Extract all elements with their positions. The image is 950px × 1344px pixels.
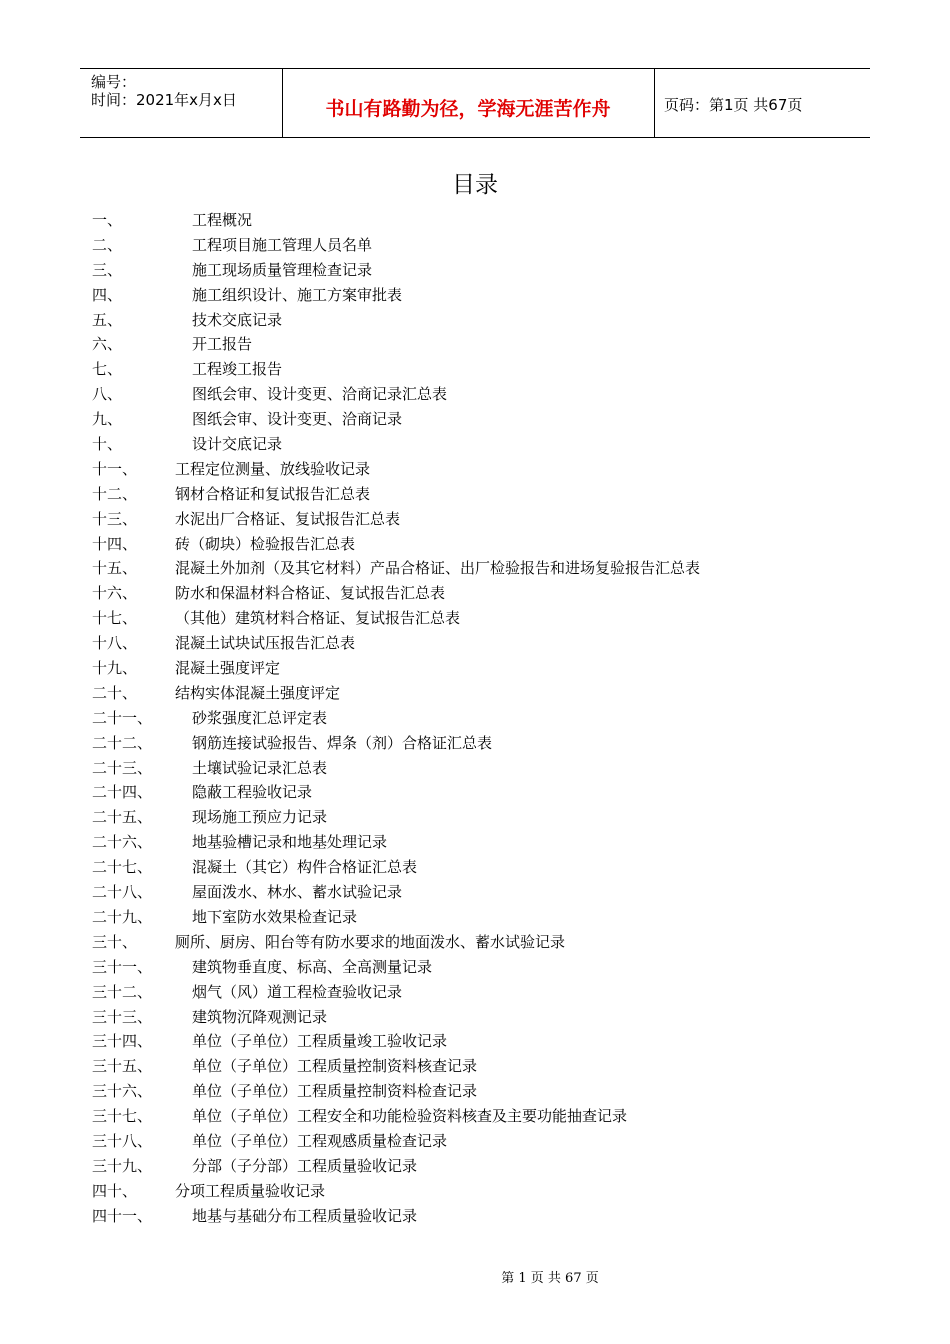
page-footer xyxy=(0,1267,950,1286)
toc-entry-number: 三十九、 xyxy=(92,1156,153,1175)
header-page-info: 页码：第1页 共67页 xyxy=(664,96,803,114)
toc-entry xyxy=(92,805,852,830)
toc-entry-number: 十五、 xyxy=(92,559,138,578)
toc-entry-number: 十九、 xyxy=(92,659,138,678)
toc-entry-number: 三十五、 xyxy=(92,1057,153,1076)
toc-entry-number: 二十七、 xyxy=(92,858,153,877)
toc-entry-number: 二十三、 xyxy=(92,758,153,777)
toc-entry xyxy=(92,233,852,258)
toc-entry-number: 三、 xyxy=(92,260,123,279)
footer-page-number: 第 1 页 共 67 页 xyxy=(501,1271,599,1286)
toc-entry-title: 建筑物沉降观测记录 xyxy=(192,1007,328,1026)
toc-entry-title: 防水和保温材料合格证、复试报告汇总表 xyxy=(175,584,446,603)
toc-entry xyxy=(92,556,852,581)
toc-entry-number: 十四、 xyxy=(92,534,138,553)
toc-entry-number: 三十八、 xyxy=(92,1131,153,1150)
toc-entry-number: 十七、 xyxy=(92,609,138,628)
toc-entry-number: 三十四、 xyxy=(92,1032,153,1051)
toc-entry xyxy=(92,830,852,855)
toc-entry-number: 八、 xyxy=(92,385,123,404)
toc-entry xyxy=(92,780,852,805)
toc-entry-title: 钢筋连接试验报告、焊条（剂）合格证汇总表 xyxy=(192,733,493,752)
toc-entry-number: 九、 xyxy=(92,410,123,429)
toc-entry-title: 图纸会审、设计变更、洽商记录 xyxy=(192,410,403,429)
toc-entry xyxy=(92,1179,852,1204)
document-number-label: 编号： xyxy=(91,73,137,91)
toc-entry-title: 单位（子单位）工程质量竣工验收记录 xyxy=(192,1032,448,1051)
toc-entry-number: 五、 xyxy=(92,310,123,329)
toc-entry xyxy=(92,631,852,656)
toc-entry-title: 单位（子单位）工程质量控制资料核查记录 xyxy=(192,1057,478,1076)
toc-entry xyxy=(92,258,852,283)
toc-entry-number: 十、 xyxy=(92,435,123,454)
table-of-contents xyxy=(92,208,852,1229)
toc-entry xyxy=(92,382,852,407)
toc-entry-number: 二十、 xyxy=(92,683,138,702)
toc-entry-number: 十八、 xyxy=(92,634,138,653)
toc-entry-title: 工程定位测量、放线验收记录 xyxy=(175,459,371,478)
toc-entry-number: 十二、 xyxy=(92,484,138,503)
toc-entry xyxy=(92,1079,852,1104)
toc-entry-title: 屋面泼水、林水、蓄水试验记录 xyxy=(192,883,403,902)
toc-entry-number: 四、 xyxy=(92,285,123,304)
toc-entry-number: 二十六、 xyxy=(92,833,153,852)
toc-entry-number: 二十二、 xyxy=(92,733,153,752)
toc-entry-title: 单位（子单位）工程观感质量检查记录 xyxy=(192,1131,448,1150)
toc-entry-number: 十六、 xyxy=(92,584,138,603)
toc-entry-title: 开工报告 xyxy=(192,335,253,354)
toc-entry-number: 三十六、 xyxy=(92,1082,153,1101)
toc-entry-title: 施工组织设计、施工方案审批表 xyxy=(192,285,403,304)
toc-entry-title: 分项工程质量验收记录 xyxy=(175,1181,326,1200)
toc-entry-title: 厕所、厨房、阳台等有防水要求的地面泼水、蓄水试验记录 xyxy=(175,932,566,951)
toc-entry-title: （其他）建筑材料合格证、复试报告汇总表 xyxy=(175,609,461,628)
toc-entry-title: 地基验槽记录和地基处理记录 xyxy=(192,833,388,852)
toc-entry-title: 烟气（风）道工程检查验收记录 xyxy=(192,982,403,1001)
toc-entry-number: 三十七、 xyxy=(92,1107,153,1126)
toc-entry xyxy=(92,581,852,606)
toc-entry-title: 结构实体混凝土强度评定 xyxy=(175,683,341,702)
toc-entry-title: 工程竣工报告 xyxy=(192,360,283,379)
toc-entry xyxy=(92,1204,852,1229)
toc-entry xyxy=(92,656,852,681)
toc-entry xyxy=(92,1154,852,1179)
toc-entry-title: 钢材合格证和复试报告汇总表 xyxy=(175,484,371,503)
toc-entry xyxy=(92,606,852,631)
toc-entry xyxy=(92,930,852,955)
toc-entry xyxy=(92,681,852,706)
toc-entry-title: 工程项目施工管理人员名单 xyxy=(192,235,373,254)
toc-entry-number: 三十、 xyxy=(92,932,138,951)
toc-entry-number: 七、 xyxy=(92,360,123,379)
toc-entry-number: 二十五、 xyxy=(92,808,153,827)
toc-entry-title: 设计交底记录 xyxy=(192,435,283,454)
toc-entry xyxy=(92,332,852,357)
toc-entry xyxy=(92,1104,852,1129)
toc-entry-title: 技术交底记录 xyxy=(192,310,283,329)
toc-entry-title: 建筑物垂直度、标高、全高测量记录 xyxy=(192,957,433,976)
page-header xyxy=(80,68,870,138)
toc-entry-number: 十一、 xyxy=(92,459,138,478)
toc-entry-title: 砖（砌块）检验报告汇总表 xyxy=(175,534,356,553)
toc-entry-number: 四十一、 xyxy=(92,1206,153,1225)
toc-entry xyxy=(92,532,852,557)
header-page-cell xyxy=(654,69,870,137)
toc-entry xyxy=(92,308,852,333)
toc-entry-number: 二十一、 xyxy=(92,708,153,727)
toc-entry-title: 图纸会审、设计变更、洽商记录汇总表 xyxy=(192,385,448,404)
toc-entry xyxy=(92,457,852,482)
toc-entry xyxy=(92,208,852,233)
toc-entry xyxy=(92,482,852,507)
toc-entry-title: 地基与基础分布工程质量验收记录 xyxy=(192,1206,418,1225)
toc-entry xyxy=(92,1054,852,1079)
toc-entry-title: 砂浆强度汇总评定表 xyxy=(192,708,328,727)
toc-entry xyxy=(92,880,852,905)
toc-entry-number: 三十二、 xyxy=(92,982,153,1001)
toc-entry-title: 混凝土外加剂（及其它材料）产品合格证、出厂检验报告和进场复验报告汇总表 xyxy=(175,559,701,578)
toc-entry-number: 二、 xyxy=(92,235,123,254)
toc-entry-title: 单位（子单位）工程安全和功能检验资料核查及主要功能抽查记录 xyxy=(192,1107,628,1126)
toc-entry-title: 土壤试验记录汇总表 xyxy=(192,758,328,777)
toc-entry-title: 混凝土强度评定 xyxy=(175,659,281,678)
toc-entry-title: 水泥出厂合格证、复试报告汇总表 xyxy=(175,509,401,528)
toc-entry-number: 二十四、 xyxy=(92,783,153,802)
toc-entry xyxy=(92,407,852,432)
toc-entry xyxy=(92,357,852,382)
toc-entry-number: 十三、 xyxy=(92,509,138,528)
page-title: 目录 xyxy=(452,172,498,198)
toc-entry-title: 隐蔽工程验收记录 xyxy=(192,783,313,802)
header-meta-cell xyxy=(80,69,283,137)
toc-entry xyxy=(92,507,852,532)
toc-entry xyxy=(92,980,852,1005)
toc-entry xyxy=(92,855,852,880)
header-motto-cell xyxy=(282,69,655,137)
header-motto: 书山有路勤为径，学海无涯苦作舟 xyxy=(325,98,611,120)
toc-entry-number: 一、 xyxy=(92,211,123,229)
toc-entry-title: 混凝土试块试压报告汇总表 xyxy=(175,634,356,653)
toc-entry xyxy=(92,706,852,731)
toc-entry xyxy=(92,1029,852,1054)
toc-entry-title: 现场施工预应力记录 xyxy=(192,808,328,827)
toc-entry xyxy=(92,1005,852,1030)
toc-entry-title: 施工现场质量管理检查记录 xyxy=(192,260,373,279)
toc-entry xyxy=(92,955,852,980)
document-time-label: 时间：2021年x月x日 xyxy=(91,91,237,109)
toc-entry xyxy=(92,432,852,457)
toc-entry-title: 分部（子分部）工程质量验收记录 xyxy=(192,1156,418,1175)
toc-entry-title: 工程概况 xyxy=(192,211,253,229)
toc-entry-number: 三十三、 xyxy=(92,1007,153,1026)
toc-entry-number: 二十九、 xyxy=(92,907,153,926)
toc-entry-title: 单位（子单位）工程质量控制资料检查记录 xyxy=(192,1082,478,1101)
toc-entry-number: 六、 xyxy=(92,335,123,354)
toc-entry xyxy=(92,756,852,781)
toc-entry-number: 三十一、 xyxy=(92,957,153,976)
toc-entry xyxy=(92,1129,852,1154)
toc-entry-title: 混凝土（其它）构件合格证汇总表 xyxy=(192,858,418,877)
toc-entry-title: 地下室防水效果检查记录 xyxy=(192,907,358,926)
toc-entry-number: 二十八、 xyxy=(92,883,153,902)
toc-entry xyxy=(92,905,852,930)
toc-entry xyxy=(92,283,852,308)
toc-entry-number: 四十、 xyxy=(92,1181,138,1200)
toc-entry xyxy=(92,731,852,756)
